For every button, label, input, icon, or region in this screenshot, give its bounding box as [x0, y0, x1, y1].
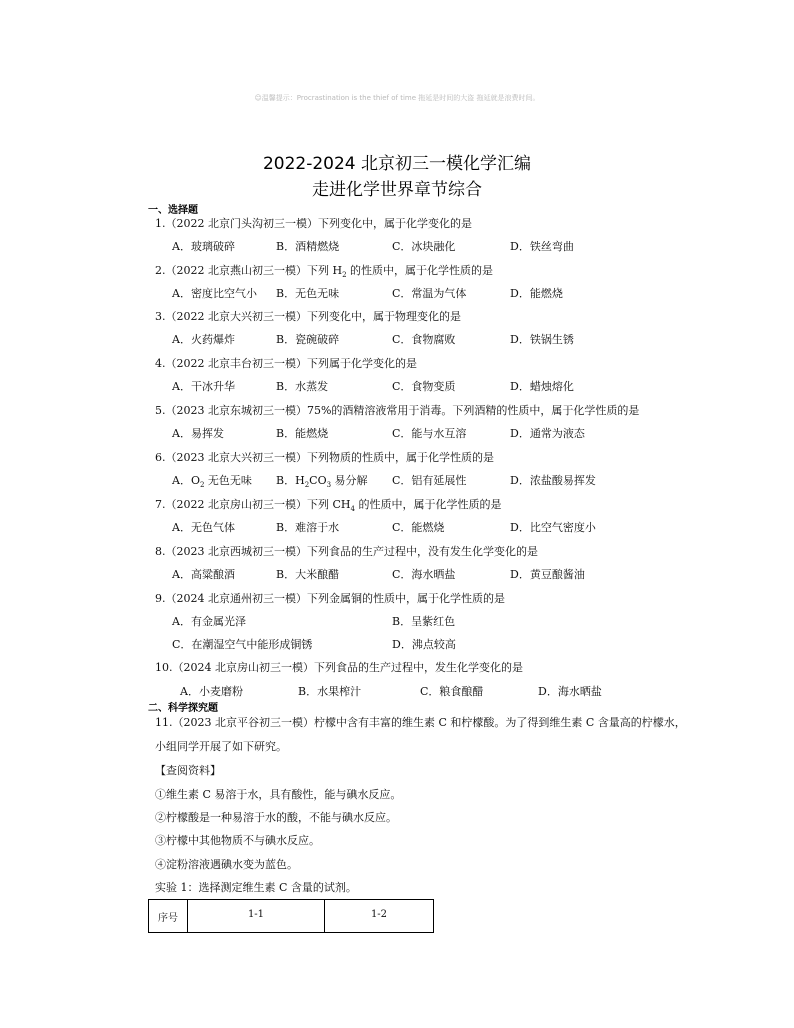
question-6-stem: 6.（2023 北京大兴初三一模）下列物质的性质中，属于化学性质的是	[155, 451, 494, 464]
table-header-cell: 序号	[149, 900, 188, 933]
option-a: A．$O_2$ 无色无味	[172, 474, 252, 490]
option-d: D．沸点较高	[392, 638, 456, 651]
info-item: ③柠檬中其他物质不与碘水反应。	[155, 834, 320, 847]
option-a: A．小麦磨粉	[180, 685, 243, 698]
option-c: C．粮食酿醋	[420, 685, 484, 698]
document-title: 2022-2024 北京初三一模化学汇编	[262, 154, 532, 174]
question-6-options	[172, 472, 732, 488]
option-a: A．高粱酿酒	[172, 568, 235, 581]
table-row	[149, 900, 434, 933]
option-c: C．常温为气体	[392, 287, 467, 300]
option-d: D．黄豆酿酱油	[510, 568, 585, 581]
info-item: ②柠檬酸是一种易溶于水的酸，不能与碘水反应。	[155, 811, 397, 824]
option-a: A．火药爆炸	[172, 333, 235, 346]
option-c: C．铝有延展性	[392, 474, 467, 487]
option-b: B．大米酿醋	[276, 568, 340, 581]
option-d: D．能燃烧	[510, 287, 563, 300]
section-heading-choice: 一、选择题	[148, 205, 198, 216]
question-4-options	[172, 378, 732, 394]
question-9-stem: 9.（2024 北京通州初三一模）下列金属铜的性质中，属于化学性质的是	[155, 592, 505, 605]
option-d: D．铁丝弯曲	[510, 240, 574, 253]
info-heading: 【查阅资料】	[155, 764, 221, 777]
option-a: A．有金属光泽	[172, 615, 246, 628]
question-8-stem: 8.（2023 北京西城初三一模）下列食品的生产过程中，没有发生化学变化的是	[155, 545, 538, 558]
option-b: B．能燃烧	[276, 427, 329, 440]
table-header-cell: 1-2	[325, 900, 434, 933]
option-b: B．水果榨汁	[298, 685, 362, 698]
option-c: C．在潮湿空气中能形成铜锈	[172, 638, 313, 651]
question-7-stem: 7.（2022 北京房山初三一模）下列 $CH_4$ 的性质中，属于化学性质的是	[155, 498, 502, 514]
option-b: B．瓷碗破碎	[276, 333, 340, 346]
option-d: D．通常为液态	[510, 427, 585, 440]
option-d: D．浓盐酸易挥发	[510, 474, 596, 487]
option-b: B．呈紫红色	[392, 615, 456, 628]
watermark-text: ☺温馨提示：Procrastination is the thief of time 拖延是时间的大盗 拖延就是浪费时间。	[254, 94, 540, 102]
question-3-stem: 3.（2022 北京大兴初三一模）下列变化中，属于物理变化的是	[155, 310, 461, 323]
option-a: A．玻璃破碎	[172, 240, 235, 253]
question-3-options	[172, 331, 732, 347]
question-9-options-row1	[172, 613, 732, 629]
question-1-stem: 1.（2022 北京门头沟初三一模）下列变化中，属于化学变化的是	[155, 217, 472, 230]
option-b: B．$H_2CO_3$ 易分解	[276, 474, 368, 490]
question-10-options	[180, 683, 740, 699]
info-item: ④淀粉溶液遇碘水变为蓝色。	[155, 858, 298, 871]
option-c: C．能燃烧	[392, 521, 445, 534]
option-a: A．易挥发	[172, 427, 224, 440]
question-5-options	[172, 425, 732, 441]
option-d: D．海水晒盐	[538, 685, 602, 698]
option-b: B．难溶于水	[276, 521, 340, 534]
question-2-stem: 2.（2022 北京燕山初三一模）下列 $H_2$ 的性质中，属于化学性质的是	[155, 264, 494, 280]
option-d: D．比空气密度小	[510, 521, 596, 534]
option-c: C．海水晒盐	[392, 568, 456, 581]
question-11-stem-continued: 小组同学开展了如下研究。	[155, 740, 287, 753]
option-b: B．水蒸发	[276, 380, 329, 393]
question-10-stem: 10.（2024 北京房山初三一模）下列食品的生产过程中，发生化学变化的是	[155, 661, 523, 674]
experiment-table	[148, 899, 434, 933]
question-4-stem: 4.（2022 北京丰台初三一模）下列属于化学变化的是	[155, 357, 417, 370]
option-a: A．无色气体	[172, 521, 235, 534]
option-a: A．干冰升华	[172, 380, 235, 393]
option-a: A．密度比空气小	[172, 287, 257, 300]
question-9-options-row2	[172, 636, 732, 652]
info-item: ①维生素 C 易溶于水，具有酸性，能与碘水反应。	[155, 788, 402, 801]
section-heading-inquiry: 二、科学探究题	[148, 703, 218, 714]
experiment-1-label: 实验 1：选择测定维生素 C 含量的试剂。	[155, 881, 357, 894]
option-d: D．蜡烛熔化	[510, 380, 574, 393]
option-b: B．酒精燃烧	[276, 240, 340, 253]
question-11-stem: 11.（2023 北京平谷初三一模）柠檬中含有丰富的维生素 C 和柠檬酸。为了得到维生素 C 含量高的柠檬水，	[155, 716, 686, 729]
option-c: C．冰块融化	[392, 240, 456, 253]
question-2-options	[172, 285, 732, 301]
option-c: C．能与水互溶	[392, 427, 467, 440]
option-c: C．食物腐败	[392, 333, 456, 346]
table-header-cell: 1-1	[188, 900, 325, 933]
question-7-options	[172, 519, 732, 535]
option-b: B．无色无味	[276, 287, 340, 300]
question-5-stem: 5.（2023 北京东城初三一模）75%的酒精溶液常用于消毒。下列酒精的性质中，属于化学性质的是	[155, 404, 640, 417]
question-8-options	[172, 566, 732, 582]
option-d: D．铁锅生锈	[510, 333, 574, 346]
question-1-options	[172, 238, 732, 254]
option-c: C．食物变质	[392, 380, 456, 393]
document-subtitle: 走进化学世界章节综合	[312, 180, 482, 200]
